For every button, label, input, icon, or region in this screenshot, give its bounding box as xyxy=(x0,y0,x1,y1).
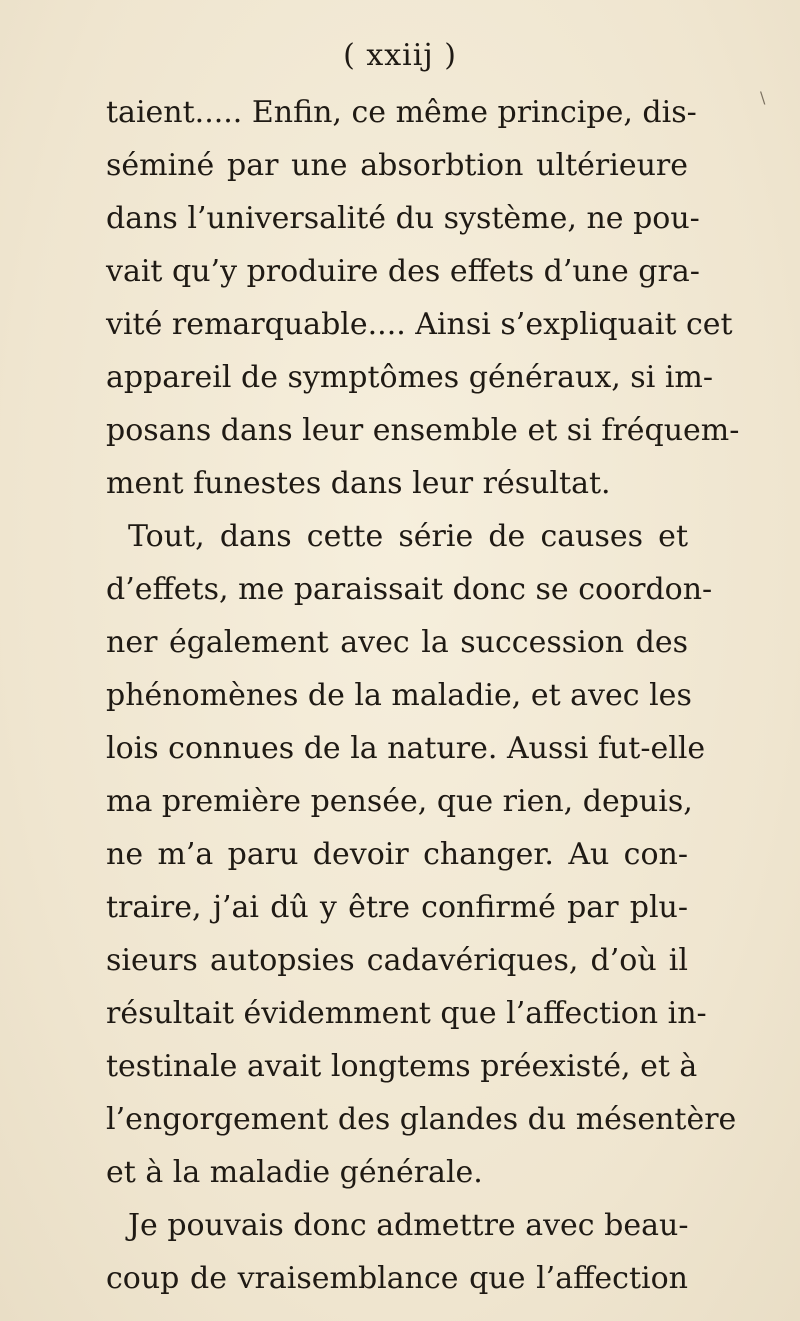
paragraph-start-line: Je pouvais donc admettre avec beau- xyxy=(128,1208,689,1243)
text-line: résultait évidemment que l’affection in- xyxy=(106,996,707,1031)
page-number-header: ( xxiij ) xyxy=(343,38,457,73)
text-line: posans dans leur ensemble et si fréquem- xyxy=(106,413,740,448)
text-line: appareil de symptômes généraux, si im- xyxy=(106,360,714,395)
text-line: coup de vraisemblance que l’affection xyxy=(106,1261,688,1296)
text-line: dans l’universalité du système, ne pou- xyxy=(106,201,700,236)
text-line: ment funestes dans leur résultat. xyxy=(106,466,611,501)
text-line: phénomènes de la maladie, et avec les xyxy=(106,678,692,713)
text-line: vait qu’y produire des effets d’une gra- xyxy=(106,254,700,289)
paragraph-start-line: Tout, dans cette série de causes et xyxy=(128,519,688,554)
text-line: et à la maladie générale. xyxy=(106,1155,483,1190)
text-line: d’effets, me paraissait donc se coordon- xyxy=(106,572,713,607)
text-line: séminé par une absorbtion ultérieure xyxy=(106,148,688,183)
body-text xyxy=(106,86,740,1305)
text-line: lois connues de la nature. Aussi fut-elle xyxy=(106,731,706,766)
text-line: ne m’a paru devoir changer. Au con- xyxy=(106,837,688,872)
text-line: ma première pensée, que rien, depuis, xyxy=(106,784,693,819)
text-line: traire, j’ai dû y être confirmé par plu- xyxy=(106,890,688,925)
margin-mark: \ xyxy=(760,88,766,107)
text-line: taient..... Enfin, ce même principe, dis- xyxy=(106,95,697,130)
text-line: testinale avait longtems préexisté, et à xyxy=(106,1049,698,1084)
text-line: l’engorgement des glandes du mésentère xyxy=(106,1102,737,1137)
text-line: sieurs autopsies cadavériques, d’où il xyxy=(106,943,688,978)
text-line: vité remarquable.... Ainsi s’expliquait cet xyxy=(106,307,733,342)
text-line: ner également avec la succession des xyxy=(106,625,688,660)
